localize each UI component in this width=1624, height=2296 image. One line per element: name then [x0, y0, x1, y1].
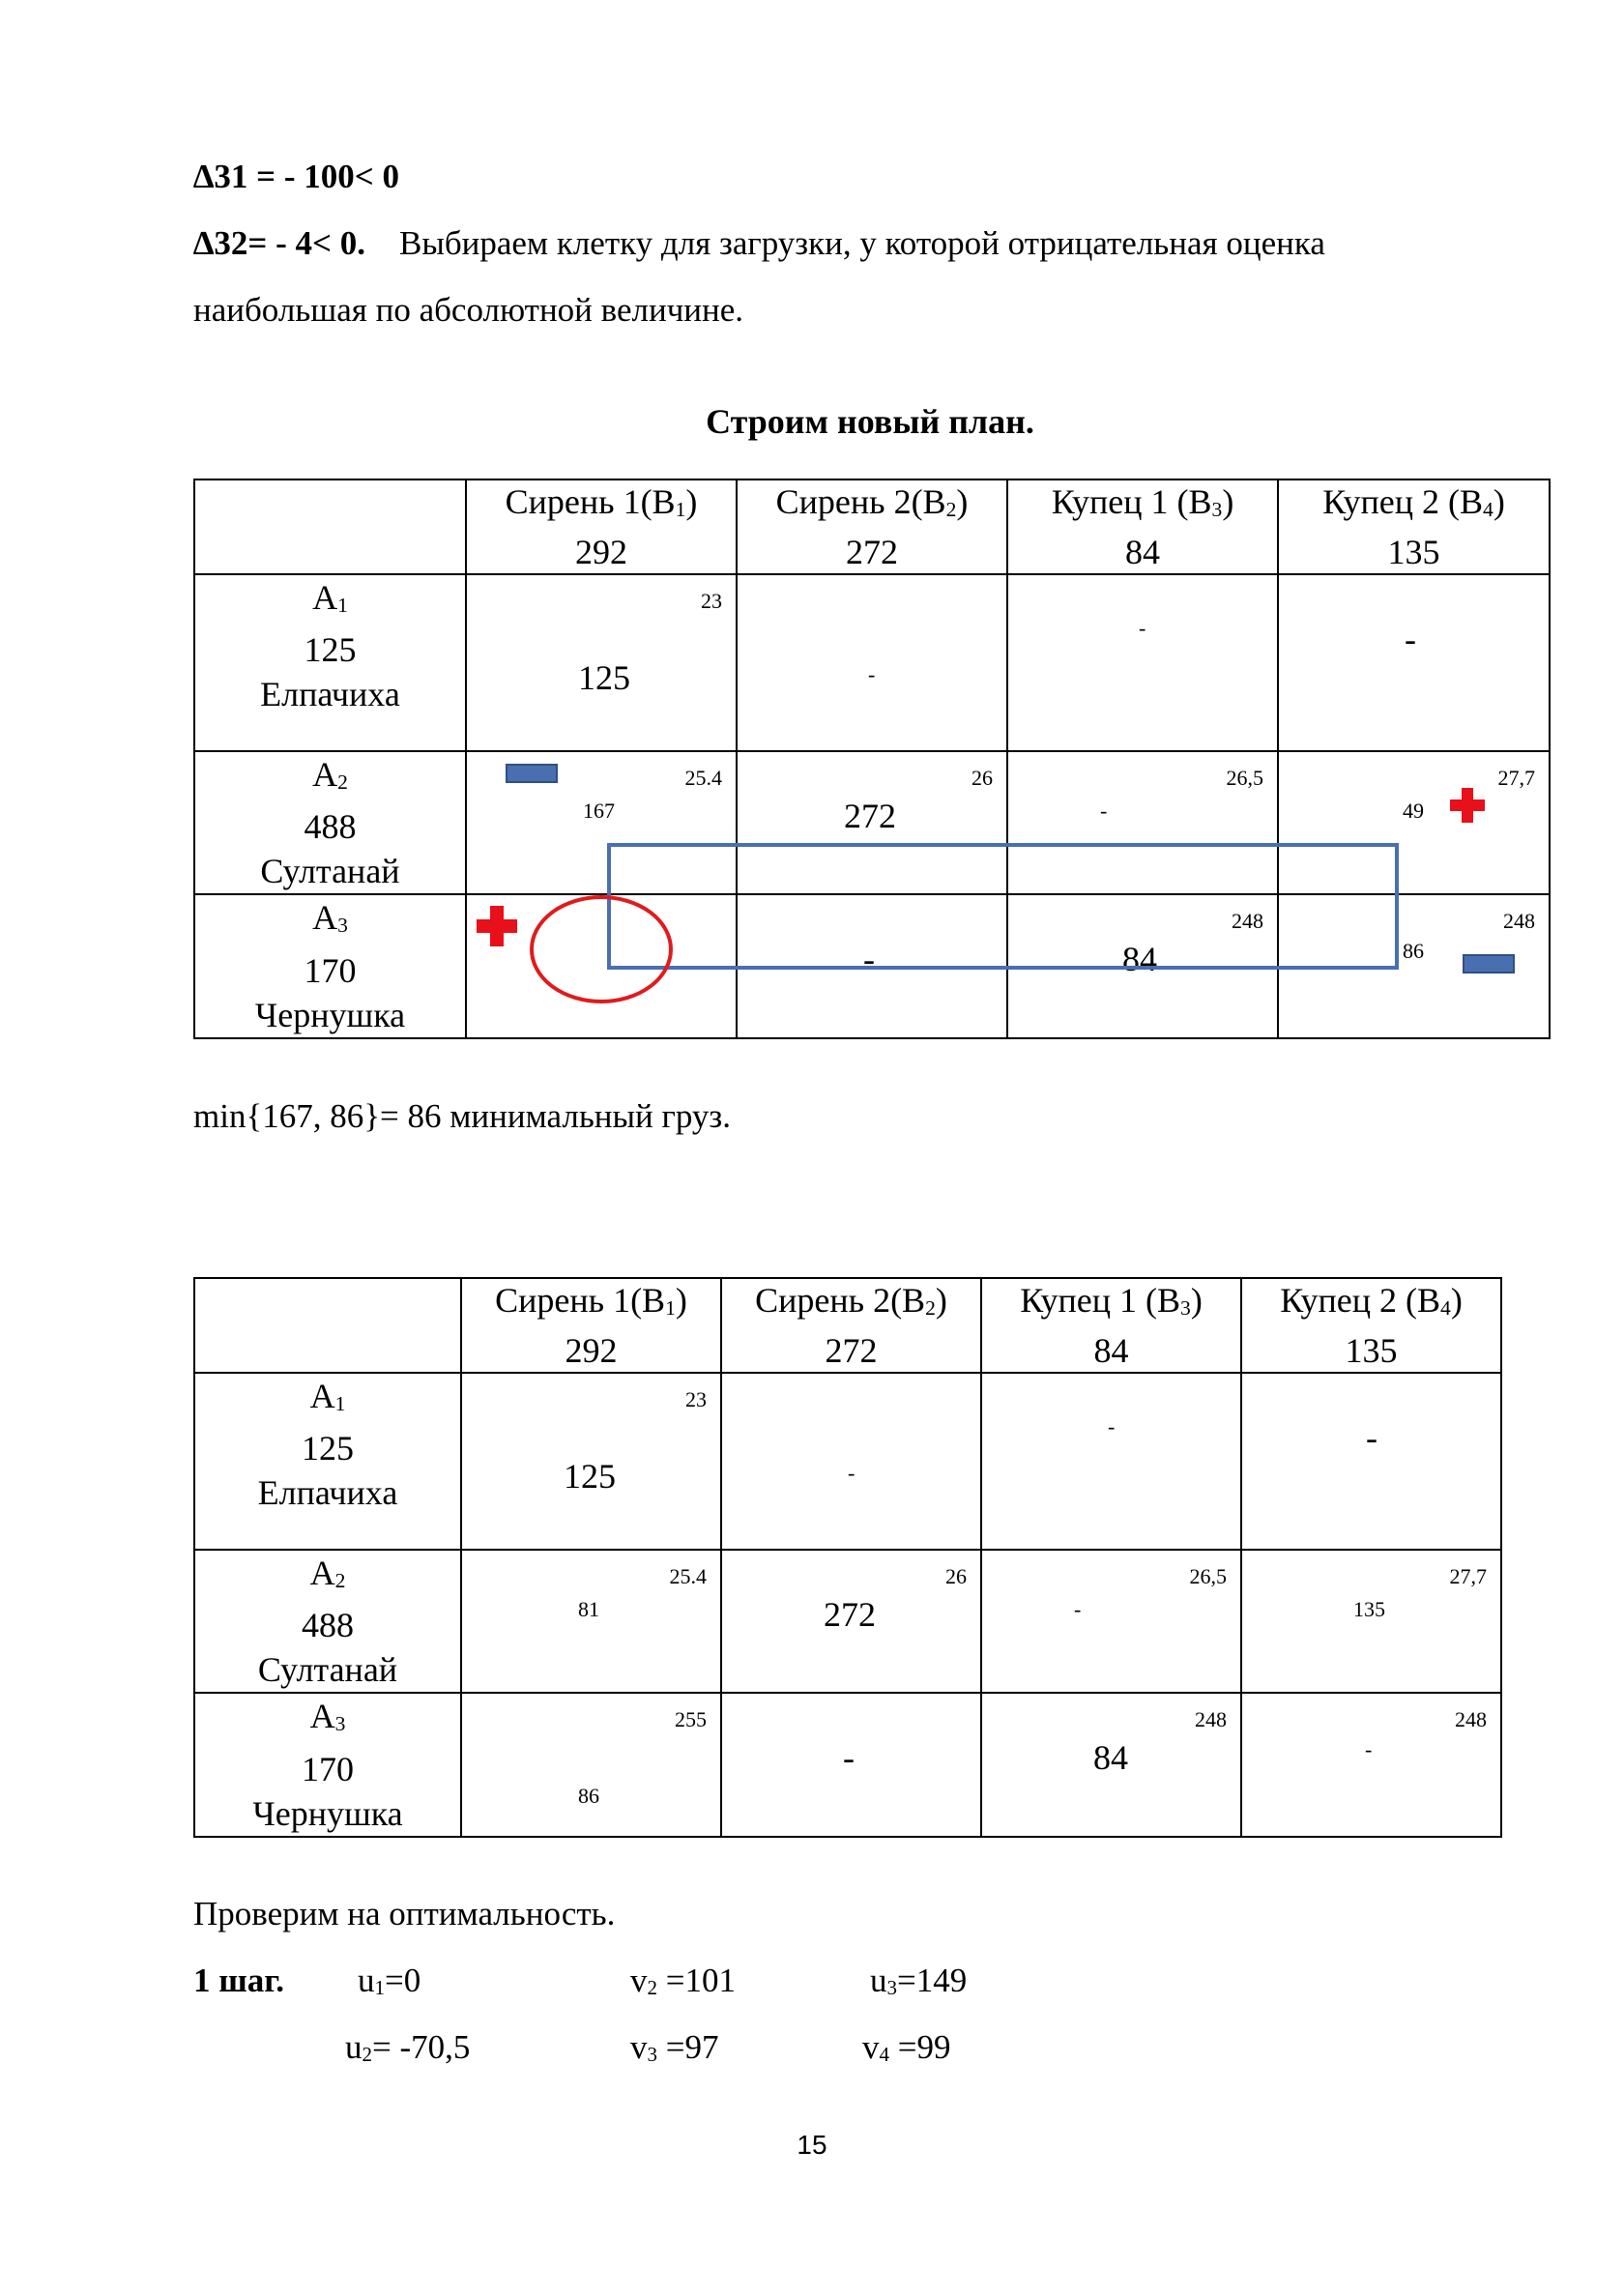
delta32-line	[193, 223, 1325, 264]
corner-cell	[194, 480, 466, 574]
row-label-a2: $A_2$ 488 Султанай	[194, 1550, 461, 1693]
min-load-line: min{167, 86}= 86 минимальный груз.	[193, 1097, 732, 1135]
cell-a3-b1: 255 86	[461, 1693, 721, 1836]
cell-a1-b3: -	[1007, 574, 1278, 751]
potential-u2: $u_2= -70,5$	[345, 2028, 471, 2067]
cell-a1-b4: -	[1278, 574, 1550, 751]
delta32-label: ∆32= - 4< 0.	[193, 224, 365, 262]
cell-a3-b1	[466, 894, 737, 1037]
cell-a3-b3: 248 84	[1007, 894, 1278, 1037]
new-plan-title: Строим новый план.	[706, 402, 1034, 441]
cell-a1-b2: -	[737, 574, 1007, 751]
cell-a3-b2: -	[721, 1693, 981, 1836]
potential-v4: $v_4 =99$	[862, 2028, 951, 2067]
cell-a3-b2: -	[737, 894, 1007, 1037]
header-b4: Купец 2 $(B_4)$ 135	[1241, 1278, 1501, 1373]
header-b1: Сирень $1(B_1)$ 292	[461, 1278, 721, 1373]
cell-a2-b4: 27,7 135	[1241, 1550, 1501, 1693]
corner-cell	[194, 1278, 461, 1373]
row-label-a3: $A_3$ 170 Чернушка	[194, 1693, 461, 1836]
cell-a3-b4: 248 86	[1278, 894, 1550, 1037]
cell-a1-b1: 23 125	[461, 1373, 721, 1550]
cell-a3-b3: 248 84	[981, 1693, 1241, 1836]
header-b1: Сирень $1(B_1)$ 292	[466, 480, 737, 574]
potential-u3: $u_3=149$	[870, 1962, 968, 2000]
cell-a1-b1: 23 125	[466, 574, 737, 751]
header-b3: Купец 1 $(B_3)$ 84	[1007, 480, 1278, 574]
cell-a1-b3: -	[981, 1373, 1241, 1550]
cell-a2-b3: 26,5 -	[981, 1550, 1241, 1693]
potential-u1: $u_1=0$	[358, 1962, 421, 2000]
cell-a2-b4: 27,7 49	[1278, 751, 1550, 894]
row-label-a1: $A_1$ 125 Елпачиха	[194, 1373, 461, 1550]
cell-a3-b4: 248 -	[1241, 1693, 1501, 1836]
cell-a2-b2: 26 272	[721, 1550, 981, 1693]
row-label-a1: $A_1$ 125 Елпачиха	[194, 574, 466, 751]
potential-v3: $v_3 =97$	[630, 2028, 719, 2067]
header-b4: Купец 2 $(B_4)$ 135	[1278, 480, 1550, 574]
row-label-a2: $A_2$ 488 Султанай	[194, 751, 466, 894]
step1-label: 1 шаг.	[193, 1962, 284, 1999]
potential-v2: $v_2 =101$	[630, 1962, 736, 2000]
transport-table-2	[193, 1277, 1502, 1838]
header-b2: Сирень $2(B_2)$ 272	[721, 1278, 981, 1373]
cell-a2-b3: 26,5 -	[1007, 751, 1278, 894]
row-label-a3: $A_3$ 170 Чернушка	[194, 894, 466, 1037]
cell-a2-b1: 25.4 167	[466, 751, 737, 894]
delta32-text: Выбираем клетку для загрузки, у которой отрицательная оценка	[398, 224, 1325, 262]
cell-a1-b4: -	[1241, 1373, 1501, 1550]
cell-a1-b2: -	[721, 1373, 981, 1550]
header-b2: Сирень $2(B_2)$ 272	[737, 480, 1007, 574]
header-b3: Купец 1 $(B_3)$ 84	[981, 1278, 1241, 1373]
delta31-line: ∆31 = - 100< 0	[193, 158, 399, 195]
page-number: 15	[797, 2130, 827, 2160]
check-optimality-line: Проверим на оптимальность.	[193, 1895, 616, 1933]
cell-a2-b2: 26 272	[737, 751, 1007, 894]
cell-a2-b1: 25.4 81	[461, 1550, 721, 1693]
transport-table-1	[193, 479, 1551, 1039]
delta32-continuation: наибольшая по абсолютной величине.	[193, 291, 744, 329]
